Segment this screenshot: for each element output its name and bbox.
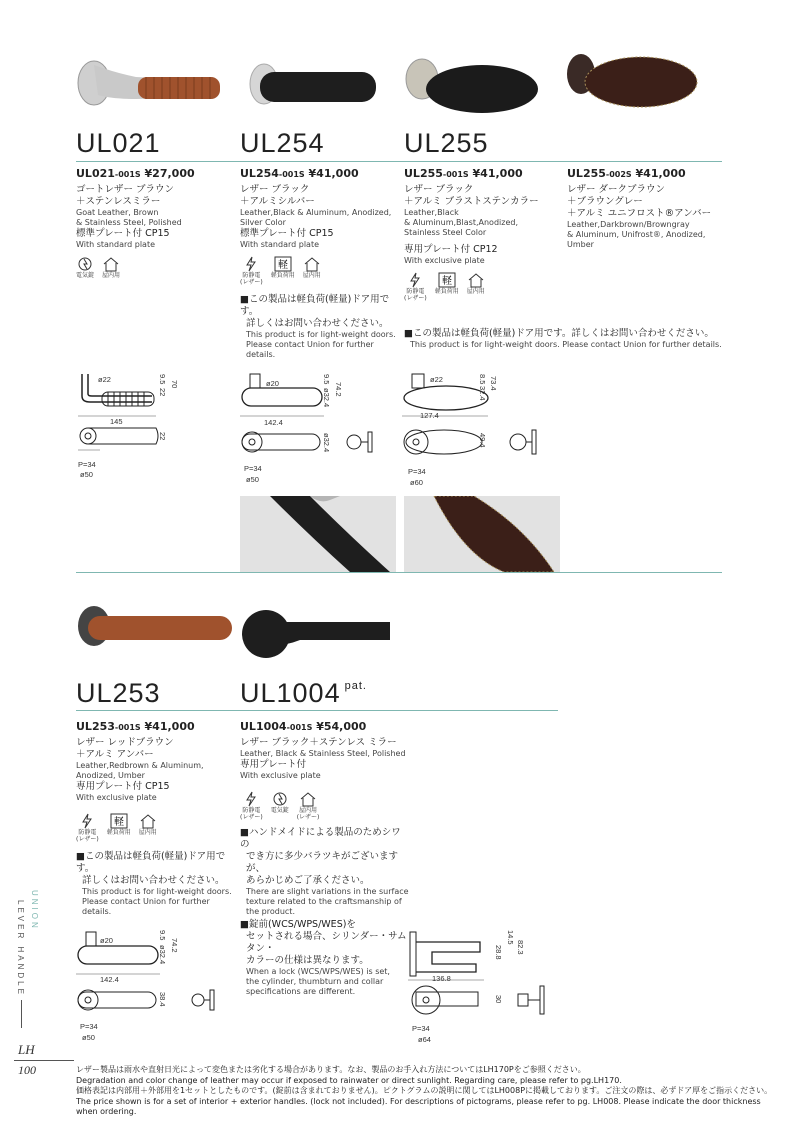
product-suffix: -001S <box>114 170 141 179</box>
house-icon <box>102 256 120 272</box>
footer-notes <box>76 1065 776 1118</box>
dim-label: ø64 <box>418 1035 431 1044</box>
bottom-row-rule <box>76 710 558 711</box>
light-load-icon <box>438 272 456 288</box>
product-suffix: -001S <box>114 723 141 732</box>
note-jp: ■この製品は軽負荷(軽量)ドア用です。詳しくはお問い合わせください。 <box>404 328 714 339</box>
dim-label: 22 <box>158 388 167 397</box>
plate-en: With standard plate <box>240 240 319 249</box>
indoor-pictogram <box>102 256 120 279</box>
note-en: Please contact Union for further details. <box>246 340 374 359</box>
dim-label: ø20 <box>266 379 279 388</box>
page-rule <box>14 1060 74 1061</box>
electric-lock-icon <box>271 791 289 807</box>
jp-line: レザー レッドブラウン <box>76 737 174 748</box>
note-en: There are slight variations in the surface <box>246 887 409 896</box>
product-price: ¥41,000 <box>472 167 523 180</box>
electric-lock-pictogram <box>271 791 289 821</box>
jp-line: ゴートレザー ブラウン <box>76 184 175 195</box>
ul255-closeup-photo <box>404 496 560 572</box>
dim-label: 70 <box>170 380 179 389</box>
dim-label: ø20 <box>100 936 113 945</box>
product-code: UL255 <box>404 167 443 180</box>
plate-en: With standard plate <box>76 240 155 249</box>
note-en: This product is for light-weight doors. Please contact Union for further details. <box>410 340 722 349</box>
ul021-photo <box>76 55 226 110</box>
product-code: UL1004 <box>240 720 287 733</box>
light-load-pictogram <box>107 813 131 843</box>
en-line: Leather,Darkbrown/Browngray <box>567 220 690 229</box>
product-suffix: -001S <box>286 723 313 732</box>
ul253-dimension-drawing <box>74 928 234 1043</box>
light-load-pictogram <box>271 256 295 286</box>
ul255-note <box>404 328 724 350</box>
light-load-icon <box>274 256 292 272</box>
picto-label: 屋内用 <box>102 272 121 279</box>
picto-label: 軽負荷用 <box>106 829 131 836</box>
dim-label: 22 <box>158 432 167 441</box>
dim-label: 142.4 <box>264 418 283 427</box>
ul254-model: UL254 <box>240 128 325 158</box>
dim-label: 9.5 <box>322 374 331 385</box>
ul255-model: UL255 <box>404 128 489 158</box>
note-jp: カラーの仕様は異なります。 <box>246 955 369 966</box>
dim-label: ø32.4 <box>322 388 331 408</box>
picto-label: 防静電 (レザー) <box>76 829 99 843</box>
note-jp: ■ハンドメイドによる製品のためシワの <box>240 827 401 850</box>
product-code: UL021 <box>76 167 115 180</box>
dim-label: 38.4 <box>158 992 167 1007</box>
en-line: Anodized, Umber <box>76 771 145 780</box>
product-suffix: -002S <box>605 170 632 179</box>
dim-label: 14.5 <box>506 930 515 945</box>
svg-text:軽: 軽 <box>277 260 288 271</box>
ul253-photo <box>76 604 236 650</box>
house-icon <box>139 813 157 829</box>
jp-line: ＋アルミシルバー <box>240 196 315 207</box>
dim-label: 127.4 <box>420 411 439 420</box>
ul253-model: UL253 <box>76 678 161 708</box>
ul255-photo <box>404 55 539 117</box>
en-line: Leather,Black & Aluminum, Anodized, <box>240 208 392 217</box>
product-price: ¥27,000 <box>144 167 195 180</box>
house-icon <box>303 256 321 272</box>
plate-en: With exclusive plate <box>76 793 157 802</box>
picto-label: 防静電 (レザー) <box>240 807 263 821</box>
en-line: Silver Color <box>240 218 286 227</box>
footer-line: Degradation and color change of leather may occur if exposed to rainwater or direct sunlight. Regarding care, please refer to pg.LH170. <box>76 1075 622 1085</box>
ul254-dimension-drawing <box>238 370 398 482</box>
svg-text:軽: 軽 <box>113 817 124 828</box>
page-number: 100 <box>18 1063 36 1077</box>
jp-line: レザー ダークブラウン <box>567 184 666 195</box>
jp-line: レザー ブラック <box>240 184 310 195</box>
svg-text:軽: 軽 <box>441 276 452 287</box>
ul255b-photo <box>565 50 700 112</box>
jp-line: ＋アルミ ブラストステンカラー <box>404 196 539 207</box>
picto-label: 屋内用 (レザー) <box>296 807 320 821</box>
jp-line: レザー ブラック＋ステンレス ミラー <box>240 737 397 748</box>
antistatic-pictogram <box>240 791 263 821</box>
dim-label: ø50 <box>80 470 93 479</box>
note-jp: でき方に多少バラツキがございますが、 <box>246 851 399 874</box>
product-code: UL253 <box>76 720 115 733</box>
note-jp: 詳しくはお問い合わせください。 <box>82 875 225 886</box>
note-jp: ■錠前(WCS/WPS/WES)を <box>240 919 356 930</box>
dim-label: ø60 <box>410 478 423 487</box>
dim-label: P=34 <box>244 464 262 473</box>
antistatic-pictogram <box>76 813 99 843</box>
ul1004-dimension-drawing <box>406 928 566 1043</box>
footer-line: 価格表記は内部用＋外部用を1セットとしたものです。(錠前は含まれておりません)。ピクトグラムの説明に関してはLH008Pに掲載しております。ご注文の際は、必ずドア厚をご指示ください。 <box>76 1086 773 1095</box>
product-code: UL254 <box>240 167 279 180</box>
picto-label: 軽負荷用 <box>270 272 295 279</box>
note-en: specifications are different. <box>246 987 356 996</box>
lightning-icon <box>78 813 96 829</box>
plate-en: With exclusive plate <box>240 771 321 780</box>
dim-label: 74.2 <box>170 938 179 953</box>
note-jp: ■この製品は軽負荷(軽量)ドア用です。 <box>240 294 390 317</box>
electric-lock-icon <box>76 256 94 272</box>
dim-label: 32.4 <box>478 386 487 401</box>
dim-label: 8.5 <box>478 374 487 385</box>
top-row-rule <box>76 161 722 162</box>
mid-rule <box>76 572 722 573</box>
plate-jp: 専用プレート付 CP15 <box>76 781 170 792</box>
en-line: Leather,Redbrown & Aluminum, <box>76 761 204 770</box>
dim-label: ø22 <box>98 375 111 384</box>
plate-jp: 専用プレート付 CP12 <box>404 244 498 255</box>
en-line: Umber <box>567 240 594 249</box>
dim-label: P=34 <box>80 1022 98 1031</box>
note-en: This product is for light-weight doors. <box>246 330 396 339</box>
dim-label: 30 <box>494 995 503 1004</box>
dim-label: 49.4 <box>478 433 487 448</box>
ul021-dimension-drawing <box>74 368 234 480</box>
ul1004-photo <box>240 604 395 664</box>
side-line <box>21 1000 22 1028</box>
ul1004-model <box>240 678 367 709</box>
note-en: This product is for light-weight doors. <box>82 887 232 896</box>
note-jp: あらかじめご了承ください。 <box>246 875 370 886</box>
dim-label: 74.2 <box>334 382 343 397</box>
dim-label: ø50 <box>246 475 259 484</box>
dim-label: ø32.4 <box>158 945 167 965</box>
dim-label: 82.3 <box>516 940 525 955</box>
ul021-model: UL021 <box>76 128 161 158</box>
note-jp: ■この製品は軽負荷(軽量)ドア用です。 <box>76 851 226 874</box>
product-suffix: -001S <box>278 170 305 179</box>
antistatic-pictogram <box>240 256 263 286</box>
light-load-pictogram <box>435 272 459 302</box>
ul255b-spec <box>567 167 727 250</box>
jp-line: レザー ブラック <box>404 184 474 195</box>
ul254-photo <box>248 58 378 113</box>
indoor-pictogram <box>139 813 157 843</box>
picto-label: 防静電 (レザー) <box>240 272 263 286</box>
picto-label: 屋内用 <box>138 829 157 836</box>
product-suffix: -001S <box>442 170 469 179</box>
lightning-icon <box>242 256 260 272</box>
dim-label: ø22 <box>430 375 443 384</box>
dim-label: 9.5 <box>158 374 167 385</box>
lightning-icon <box>406 272 424 288</box>
ul021-spec <box>76 167 236 279</box>
dim-label: 9.5 <box>158 930 167 941</box>
picto-label: 電気錠 <box>270 807 289 814</box>
jp-line: ＋ブラウングレー <box>567 196 643 207</box>
product-code: UL255 <box>567 167 606 180</box>
footer-line: レザー製品は雨水や直射日光によって変色または劣化する場合があります。なお、製品のお手入れ方法についてはLH170Pをご参照ください。 <box>76 1065 586 1074</box>
indoor-pictogram <box>297 791 320 821</box>
note-en: the product. <box>246 907 295 916</box>
ul255-spec <box>404 167 564 302</box>
house-icon <box>299 791 317 807</box>
picto-label: 防静電 (レザー) <box>404 288 427 302</box>
dim-label: 142.4 <box>100 975 119 984</box>
dim-label: ø50 <box>82 1033 95 1042</box>
page-section: LH <box>18 1042 35 1057</box>
picto-label: 軽負荷用 <box>434 288 459 295</box>
dim-label: 136.8 <box>432 974 451 983</box>
jp-line: ＋ステンレスミラー <box>76 196 161 207</box>
jp-line: ＋アルミ ユニフロスト®アンバー <box>567 208 712 219</box>
light-load-icon <box>110 813 128 829</box>
side-category: LEVER HANDLE <box>16 900 25 997</box>
electric-lock-pictogram <box>76 256 94 279</box>
house-icon <box>467 272 485 288</box>
plate-jp: 標準プレート付 CP15 <box>76 228 170 239</box>
en-line: Leather, Black & Stainless Steel, Polished <box>240 749 406 758</box>
en-line: Stainless Steel Color <box>404 228 487 237</box>
plate-en: With exclusive plate <box>404 256 485 265</box>
dim-label: ø32.4 <box>322 433 331 453</box>
note-en: Please contact Union for further details. <box>82 897 210 916</box>
ul253-spec <box>76 720 238 917</box>
en-line: & Aluminum, Unifrost®, Anodized, <box>567 230 706 239</box>
ul254-closeup-photo <box>240 496 396 572</box>
product-price: ¥41,000 <box>635 167 686 180</box>
indoor-pictogram <box>467 272 485 302</box>
model-name: UL1004 <box>240 678 341 708</box>
en-line: Goat Leather, Brown <box>76 208 159 217</box>
product-price: ¥41,000 <box>144 720 195 733</box>
jp-line: ＋アルミ アンバー <box>76 749 154 760</box>
en-line: Leather,Black <box>404 208 459 217</box>
patent-mark: pat. <box>344 680 367 692</box>
picto-label: 屋内用 <box>302 272 321 279</box>
product-price: ¥41,000 <box>308 167 359 180</box>
side-brand: UNION <box>30 890 39 931</box>
dim-label: 73.4 <box>489 376 498 391</box>
picto-label: 電気錠 <box>76 272 95 279</box>
plate-jp: 標準プレート付 CP15 <box>240 228 334 239</box>
ul1004-spec <box>240 720 410 997</box>
note-jp: セットされる場合、シリンダー・サムタン・ <box>246 931 407 954</box>
dim-label: P=34 <box>408 467 426 476</box>
note-en: the cylinder, thumbturn and collar <box>246 977 384 986</box>
picto-label: 屋内用 <box>466 288 485 295</box>
plate-jp: 専用プレート付 <box>240 759 307 770</box>
antistatic-pictogram <box>404 272 427 302</box>
en-line: & Aluminum,Blast,Anodized, <box>404 218 518 227</box>
note-jp: 詳しくはお問い合わせください。 <box>246 318 389 329</box>
footer-line: The price shown is for a set of interior + exterior handles. (lock not included). For descriptions of pictograms, please refer to pg. LH008. Please indicate the door thickness when ordering. <box>76 1096 761 1116</box>
product-price: ¥54,000 <box>316 720 367 733</box>
dim-label: P=34 <box>412 1024 430 1033</box>
en-line: & Stainless Steel, Polished <box>76 218 182 227</box>
dim-label: 28.8 <box>494 945 503 960</box>
ul254-spec <box>240 167 402 360</box>
indoor-pictogram <box>303 256 321 286</box>
note-en: When a lock (WCS/WPS/WES) is set, <box>246 967 390 976</box>
dim-label: 145 <box>110 417 123 426</box>
lightning-icon <box>242 791 260 807</box>
dim-label: P=34 <box>78 460 96 469</box>
note-en: texture related to the craftsmanship of <box>246 897 402 906</box>
